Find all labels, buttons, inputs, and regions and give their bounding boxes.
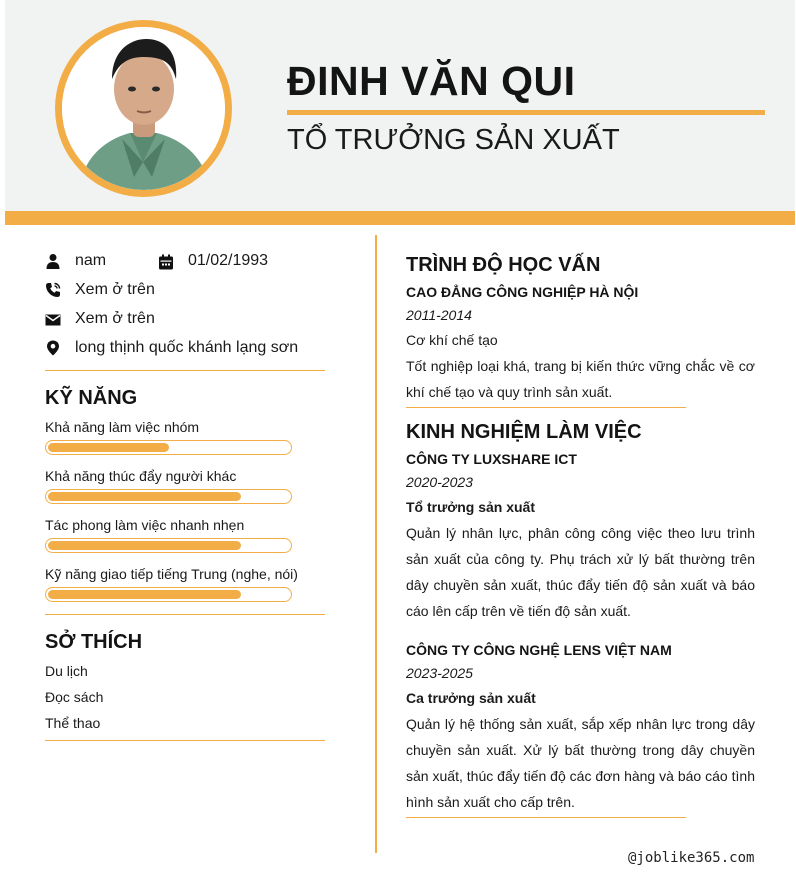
education-heading: TRÌNH ĐỘ HỌC VẤN — [406, 254, 601, 276]
skill-bar — [45, 538, 292, 553]
experience-heading: KINH NGHIỆM LÀM VIỆC — [406, 421, 642, 443]
skill-label: Khả năng làm việc nhóm — [45, 419, 200, 435]
company-name: CÔNG TY CÔNG NGHỆ LENS VIỆT NAM — [406, 642, 672, 658]
hobbies-heading: SỞ THÍCH — [45, 631, 143, 653]
skill-label: Tác phong làm việc nhanh nhẹn — [45, 517, 245, 533]
hobby-item: Thể thao — [45, 715, 101, 731]
column-divider — [375, 235, 377, 853]
phone-value: Xem ở trên — [75, 281, 155, 298]
email-value: Xem ở trên — [75, 310, 155, 327]
education-period: 2011-2014 — [406, 307, 472, 323]
hobby-item: Du lịch — [45, 663, 88, 679]
experience-divider — [406, 817, 686, 818]
skill-fill — [48, 590, 241, 599]
email-icon — [45, 312, 61, 328]
avatar — [62, 27, 225, 190]
header-accent-band — [5, 211, 795, 225]
avatar-ring — [55, 20, 232, 197]
job-role: Tổ trưởng sản xuất — [406, 499, 535, 515]
company-name: CÔNG TY LUXSHARE ICT — [406, 451, 577, 467]
skills-heading: KỸ NĂNG — [45, 387, 138, 409]
birthdate-value: 01/02/1993 — [188, 252, 269, 269]
skill-bar — [45, 440, 292, 455]
job-title: TỔ TRƯỞNG SẢN XUẤT — [287, 124, 620, 156]
location-pin-icon — [45, 340, 61, 356]
name-underline — [287, 110, 765, 115]
education-description: Tốt nghiệp loại khá, trang bị kiến thức vững chắc về cơ khí chế tạo và quy trình sản xuất. — [406, 358, 755, 400]
education-major: Cơ khí chế tạo — [406, 332, 498, 348]
avatar-photo-icon — [62, 27, 225, 190]
job-role: Ca trưởng sản xuất — [406, 690, 536, 706]
skill-label: Kỹ năng giao tiếp tiếng Trung (nghe, nói) — [45, 566, 298, 582]
phone-icon — [45, 282, 61, 298]
job-description: Quản lý nhân lực, phân công công việc theo lưu trình sản xuất của công ty. Phụ trách xử lý bất thường trên dây chuyền sản xuất, thúc đẩy tiến độ sản xuất và báo cáo lên cấp trên về tiến độ sản xuất. — [406, 525, 755, 619]
skill-fill — [48, 541, 241, 550]
gender-value: nam — [75, 252, 107, 269]
skills-divider — [45, 614, 325, 615]
skill-fill — [48, 492, 241, 501]
user-icon — [45, 253, 61, 269]
school-name: CAO ĐẲNG CÔNG NGHIỆP HÀ NỘI — [406, 284, 639, 300]
calendar-icon — [158, 254, 174, 270]
skill-fill — [48, 443, 169, 452]
job-description: Quản lý hệ thống sản xuất, sắp xếp nhân lực trong dây chuyền sản xuất. Xử lý bất thường trong dây chuyền sản xuất, thúc đẩy tiến độ các đơn hàng và báo cáo tình hình sản xuất cho cấp trên. — [406, 716, 755, 810]
education-divider — [406, 407, 686, 408]
job-period: 2023-2025 — [406, 665, 473, 681]
contact-divider — [45, 370, 325, 371]
skill-bar — [45, 587, 292, 602]
hobbies-divider — [45, 740, 325, 741]
candidate-name: ĐINH VĂN QUI — [287, 58, 576, 104]
skill-bar — [45, 489, 292, 504]
skill-label: Khả năng thúc đẩy người khác — [45, 468, 237, 484]
job-period: 2020-2023 — [406, 474, 473, 490]
hobby-item: Đọc sách — [45, 689, 104, 705]
footer-watermark: @joblike365.com — [628, 850, 755, 866]
address-value: long thịnh quốc khánh lạng sơn — [75, 339, 299, 356]
